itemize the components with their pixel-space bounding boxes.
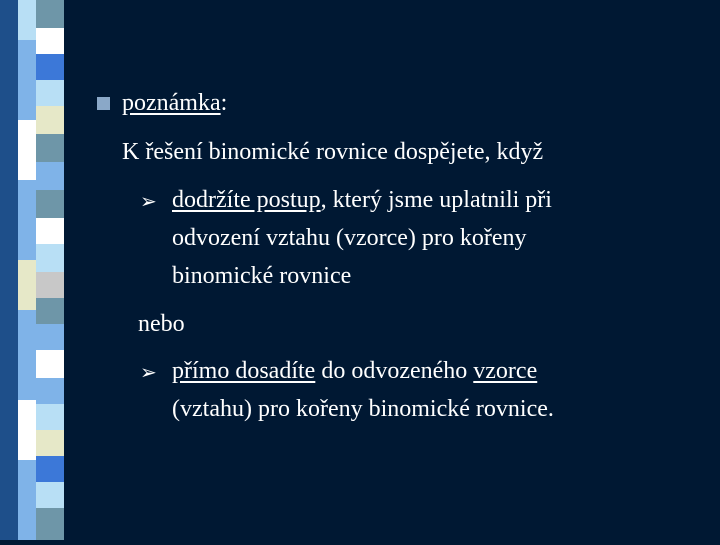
heading-line <box>122 88 227 118</box>
heading-colon: : <box>220 90 228 116</box>
item1-rest: , který jsme uplatnili při <box>320 187 552 213</box>
arrow-bullet-icon: ➢ <box>140 360 157 384</box>
item2-link-formula[interactable]: vzorce <box>473 358 538 384</box>
item2-line1 <box>172 356 537 386</box>
item1-line2: odvození vztahu (vzorce) pro kořeny <box>172 225 527 251</box>
heading-link[interactable]: poznámka <box>122 90 221 116</box>
item2-mid: do odvozeného <box>315 358 474 384</box>
square-bullet-icon <box>97 97 110 110</box>
item1-line3: binomické rovnice <box>172 263 352 289</box>
item2-line2: (vztahu) pro kořeny binomické rovnice. <box>172 396 554 422</box>
connector-text: nebo <box>138 311 185 337</box>
intro-text: K řešení binomické rovnice dospějete, když <box>122 139 544 165</box>
item1-line1 <box>172 185 552 215</box>
item2-link-direct[interactable]: přímo dosadíte <box>172 358 316 384</box>
item1-link[interactable]: dodržíte postup <box>172 187 321 213</box>
arrow-bullet-icon: ➢ <box>140 189 157 213</box>
